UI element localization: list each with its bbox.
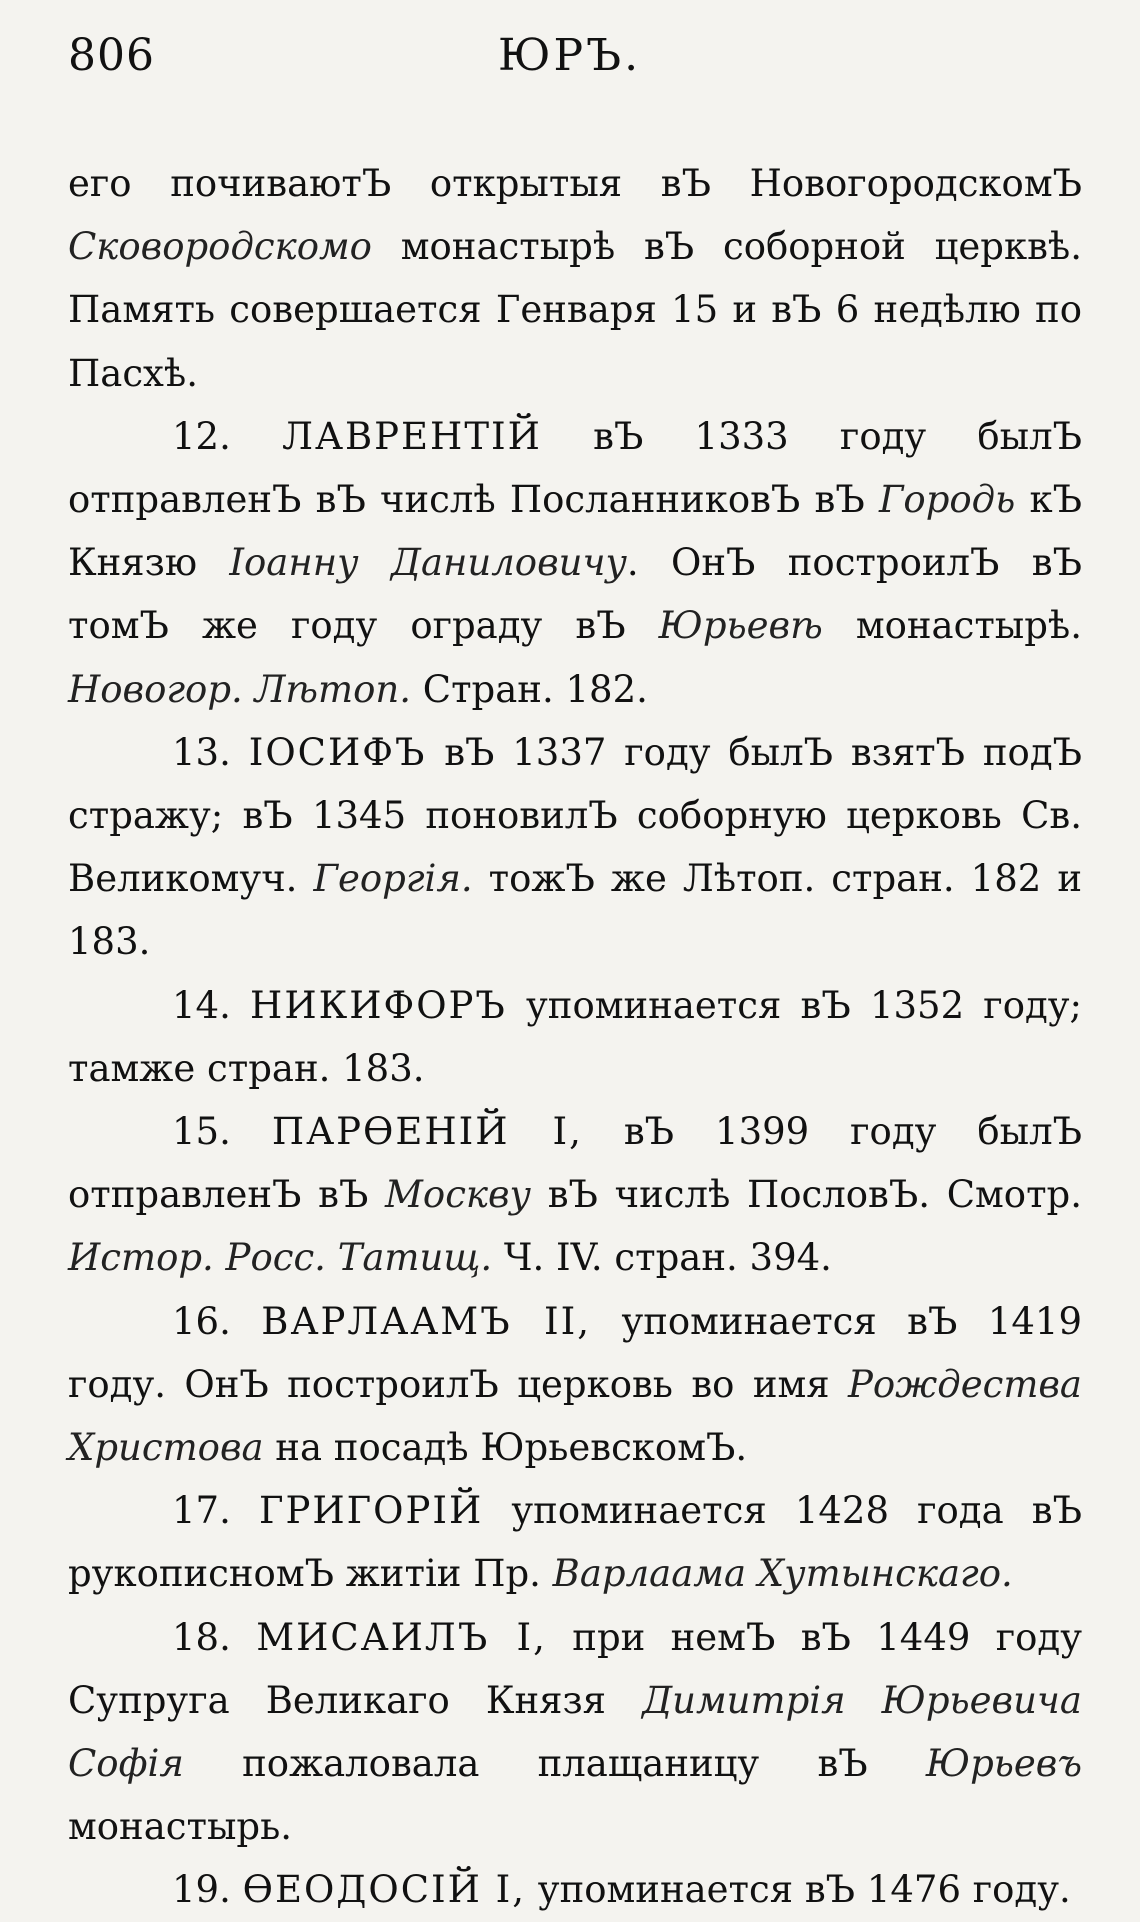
page-number: 806 — [68, 30, 155, 81]
place-name: Сковородскомо — [68, 225, 372, 269]
entry-name: ЛАВРЕНТІЙ — [282, 414, 542, 458]
entry-15: 15. ПАРѲЕНІЙ I, вЪ 1399 году былЪ отправленЪ вЪ Москву вЪ числѣ ПословЪ. Смотр. Истор. Росс. Татищ. Ч. IV. стран. 394. — [68, 1110, 1082, 1280]
entry-name: ѲЕОДОСІЙ I, — [242, 1868, 527, 1912]
entry-18: 18. МИСАИЛЪ I, при немЪ вЪ 1449 году Супруга Великаго Князя Димитрія Юрьевича Софія пожаловала плащаницу вЪ Юрьевъ монастырь. — [68, 1615, 1082, 1849]
entry-number: 19. — [172, 1868, 231, 1912]
entry-13: 13. ІОСИФЪ вЪ 1337 году былЪ взятЪ подЪ стражу; вЪ 1345 поновилЪ соборную церковь Св. Великомуч. Георгія. тожЪ же Лѣтоп. стран. 182 и 183. — [68, 730, 1083, 964]
entry-number: 15. — [172, 1110, 231, 1154]
entry-number: 14. — [172, 983, 231, 1027]
entry-number: 18. — [172, 1615, 231, 1659]
entry-12: 12. ЛАВРЕНТІЙ вЪ 1333 году былЪ отправленЪ вЪ числѣ ПосланниковЪ вЪ Городь кЪ Князю Іоанну Даниловичу. ОнЪ построилЪ вЪ томЪ же году ограду вЪ Юрьевѣ монастырѣ. Новогор. Лѣтоп. Стран. 182. — [68, 414, 1082, 711]
entry-number: 17. — [172, 1489, 231, 1533]
entry-number: 12. — [172, 414, 231, 458]
entry-name: ГРИГОРІЙ — [258, 1489, 484, 1533]
entry-name: ВАРЛААМЪ II, — [261, 1299, 592, 1343]
opening-paragraph: его почиваютЪ открытыя вЪ НовогородскомЪ Сковородскомо монастырѣ вЪ соборной церквѣ. Память совершается Генваря 15 и вЪ 6 недѣлю по Пасхѣ. — [68, 162, 1082, 395]
entry-number: 13. — [172, 730, 231, 774]
entry-19: 19. ѲЕОДОСІЙ I, упоминается вЪ 1476 году. — [172, 1868, 1071, 1912]
running-head: ЮРЪ. — [498, 30, 642, 81]
entry-16: 16. ВАРЛААМЪ II, упоминается вЪ 1419 году. ОнЪ построилЪ церковь во имя Рождества Христова на посадѣ ЮрьевскомЪ. — [68, 1299, 1082, 1470]
body-text — [68, 152, 1082, 1922]
entry-name: МИСАИЛЪ I, — [256, 1615, 547, 1659]
page-header — [68, 20, 1082, 100]
entry-14: 14. НИКИФОРЪ упоминается вЪ 1352 году; тамже стран. 183. — [68, 983, 1082, 1090]
entry-name: ПАРѲЕНІЙ I, — [271, 1110, 583, 1154]
entry-name: ІОСИФЪ — [248, 730, 427, 774]
entry-17: 17. ГРИГОРІЙ упоминается 1428 года вЪ рукописномЪ житіи Пр. Варлаама Хутынскаго. — [68, 1489, 1082, 1596]
entry-number: 16. — [172, 1299, 231, 1343]
entry-name: НИКИФОРЪ — [250, 983, 507, 1027]
